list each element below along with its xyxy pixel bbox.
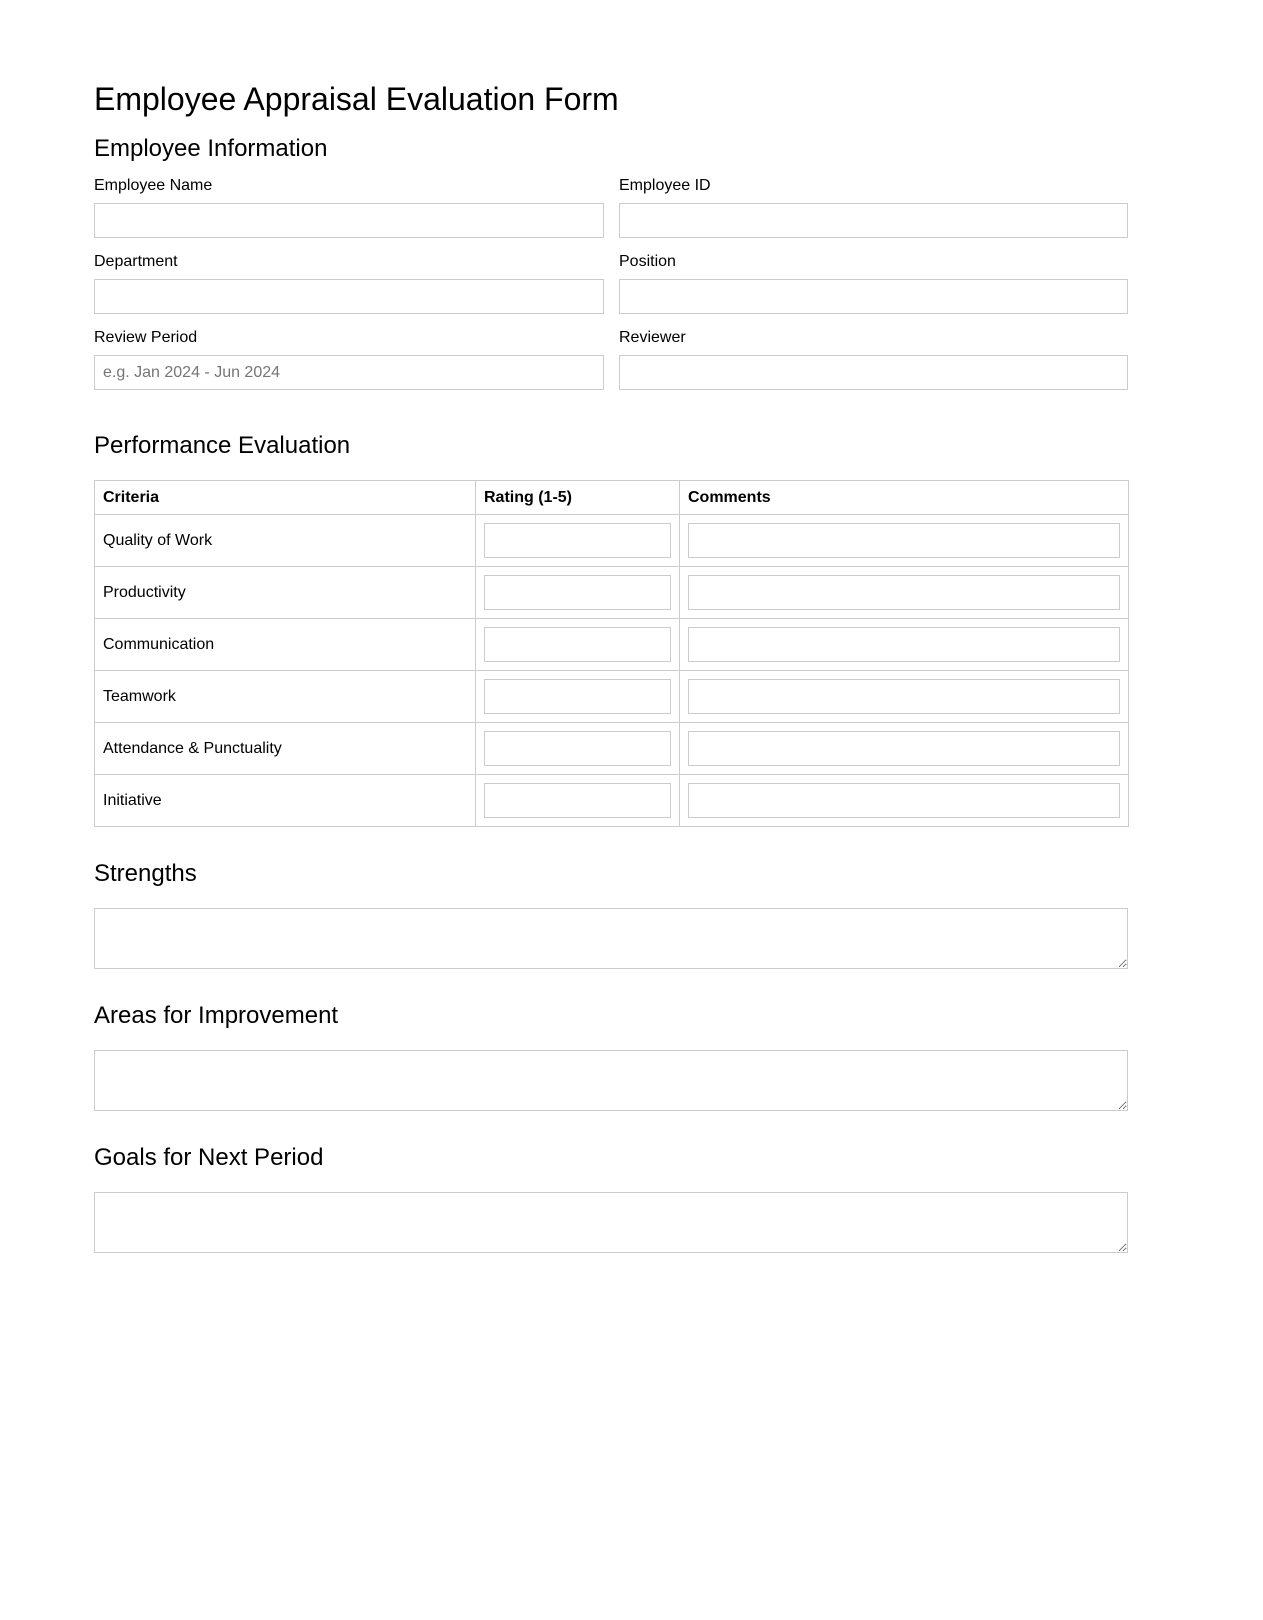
- goals-for-next-period-textarea[interactable]: [94, 1192, 1128, 1253]
- comments-column-header: Comments: [680, 481, 1129, 515]
- page-title: Employee Appraisal Evaluation Form: [94, 81, 619, 117]
- rating-input-teamwork[interactable]: [484, 679, 671, 714]
- employee-information-heading: Employee Information: [94, 135, 328, 162]
- table-row: [95, 671, 1129, 723]
- employee-id-label: Employee ID: [619, 177, 711, 194]
- table-row: [95, 515, 1129, 567]
- strengths-textarea[interactable]: [94, 908, 1128, 969]
- criteria-cell: Attendance & Punctuality: [95, 723, 476, 775]
- comments-cell: [680, 515, 1129, 567]
- department-label: Department: [94, 253, 178, 270]
- comments-cell: [680, 567, 1129, 619]
- rating-input-quality-of-work[interactable]: [484, 523, 671, 558]
- appraisal-form-page: [94, 0, 1128, 1253]
- review-period-input[interactable]: [94, 355, 604, 390]
- rating-column-header: Rating (1-5): [476, 481, 680, 515]
- comments-input-teamwork[interactable]: [688, 679, 1120, 714]
- comments-cell: [680, 619, 1129, 671]
- review-period-field: [94, 329, 604, 390]
- employee-id-input[interactable]: [619, 203, 1128, 238]
- rating-input-attendance-punctuality[interactable]: [484, 731, 671, 766]
- criteria-cell: Quality of Work: [95, 515, 476, 567]
- review-period-label: Review Period: [94, 329, 198, 346]
- criteria-cell: Productivity: [95, 567, 476, 619]
- comments-input-productivity[interactable]: [688, 575, 1120, 610]
- criteria-cell: Initiative: [95, 775, 476, 827]
- position-input[interactable]: [619, 279, 1128, 314]
- employee-name-field: [94, 177, 604, 238]
- reviewer-input[interactable]: [619, 355, 1128, 390]
- rating-cell: [476, 567, 680, 619]
- rating-input-productivity[interactable]: [484, 575, 671, 610]
- position-label: Position: [619, 253, 676, 270]
- rating-input-initiative[interactable]: [484, 783, 671, 818]
- reviewer-field: [619, 329, 1128, 390]
- rating-cell: [476, 671, 680, 723]
- table-row: [95, 619, 1129, 671]
- table-row: [95, 775, 1129, 827]
- areas-for-improvement-heading: Areas for Improvement: [94, 1002, 339, 1029]
- comments-cell: [680, 775, 1129, 827]
- department-field: [94, 253, 604, 314]
- comments-cell: [680, 723, 1129, 775]
- table-header-row: [95, 481, 1129, 515]
- criteria-cell: Communication: [95, 619, 476, 671]
- rating-cell: [476, 775, 680, 827]
- comments-cell: [680, 671, 1129, 723]
- table-row: [95, 723, 1129, 775]
- employee-information-grid: [94, 177, 1128, 405]
- rating-cell: [476, 515, 680, 567]
- comments-input-initiative[interactable]: [688, 783, 1120, 818]
- rating-cell: [476, 723, 680, 775]
- performance-evaluation-heading: Performance Evaluation: [94, 432, 351, 459]
- department-input[interactable]: [94, 279, 604, 314]
- criteria-column-header: Criteria: [95, 481, 476, 515]
- comments-input-communication[interactable]: [688, 627, 1120, 662]
- table-row: [95, 567, 1129, 619]
- rating-input-communication[interactable]: [484, 627, 671, 662]
- comments-input-attendance-punctuality[interactable]: [688, 731, 1120, 766]
- employee-name-label: Employee Name: [94, 177, 213, 194]
- criteria-cell: Teamwork: [95, 671, 476, 723]
- rating-cell: [476, 619, 680, 671]
- reviewer-label: Reviewer: [619, 329, 686, 346]
- comments-input-quality-of-work[interactable]: [688, 523, 1120, 558]
- areas-for-improvement-textarea[interactable]: [94, 1050, 1128, 1111]
- performance-table: [94, 480, 1129, 827]
- position-field: [619, 253, 1128, 314]
- employee-id-field: [619, 177, 1128, 238]
- goals-for-next-period-heading: Goals for Next Period: [94, 1144, 324, 1171]
- employee-name-input[interactable]: [94, 203, 604, 238]
- strengths-heading: Strengths: [94, 860, 197, 887]
